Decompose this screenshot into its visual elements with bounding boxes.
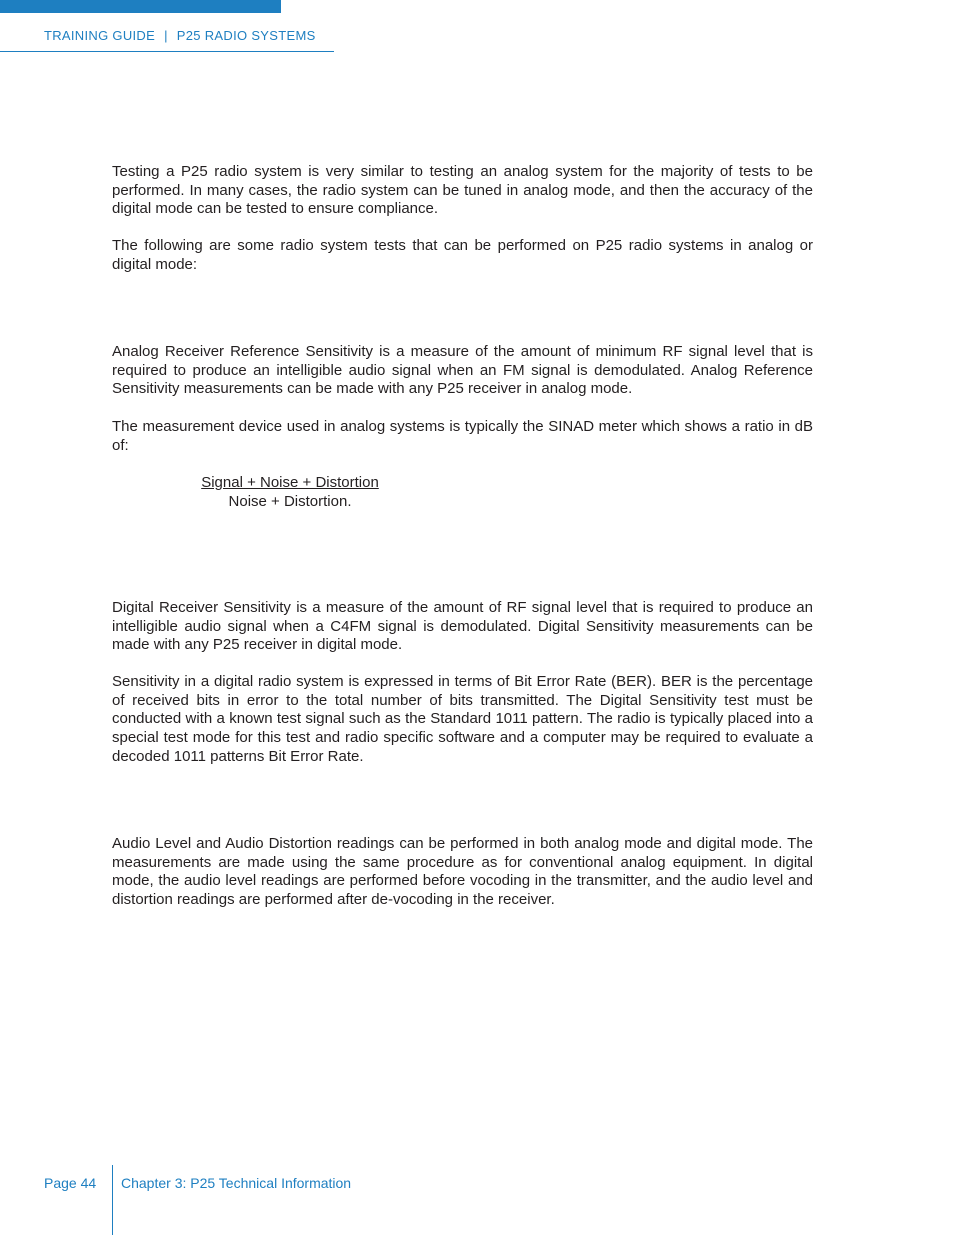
sinad-formula [197, 474, 383, 511]
formula-denominator: Noise + Distortion. [228, 492, 352, 510]
ber-paragraph: Sensitivity in a digital radio system is expressed in terms of Bit Error Rate (BER). BER is the percentage of received bits in error to the total number of bits transmitted. The Digital Sensitivity test must be conducted with a known test signal such as the Standard 1011 pattern. The radio is typically placed into a special test mode for this test and radio specific software and a computer may be required to evaluate a decoded 1011 patterns Bit Error Rate. [112, 673, 813, 765]
page-number: Page 44 [44, 1175, 97, 1191]
header-accent-bar [0, 0, 281, 13]
running-header [44, 28, 316, 43]
chapter-title: Chapter 3: P25 Technical Information [121, 1175, 352, 1191]
audio-level-paragraph: Audio Level and Audio Distortion readings can be performed in both analog mode and digital mode. The measurements are made using the same procedure as for conventional analog equipment. In digital mode, the audio level readings are performed before vocoding in the transmitter, and the audio level and distortion readings are performed after de-vocoding in the receiver. [112, 835, 813, 909]
digital-sensitivity-paragraph: Digital Receiver Sensitivity is a measure of the amount of RF signal level that is required to produce an intelligible audio signal when a C4FM signal is demodulated. Digital Sensitivity measurements can be made with any P25 receiver in digital mode. [112, 599, 813, 654]
sinad-paragraph: The measurement device used in analog systems is typically the SINAD meter which shows a ratio in dB of: [112, 418, 813, 454]
header-separator: | [164, 28, 168, 43]
intro-paragraph-2: The following are some radio system tests that can be performed on P25 radio systems in analog or digital mode: [112, 237, 813, 273]
header-rule [0, 51, 334, 52]
intro-paragraph-1: Testing a P25 radio system is very similar to testing an analog system for the majority of tests to be performed. In many cases, the radio system can be tuned in analog mode, and then the accuracy of the digital mode can be tested to ensure compliance. [112, 163, 813, 218]
header-guide-title: TRAINING GUIDE [44, 28, 156, 43]
header-section-title: P25 RADIO SYSTEMS [176, 28, 316, 43]
analog-sensitivity-paragraph: Analog Receiver Reference Sensitivity is a measure of the amount of minimum RF signal level that is required to produce an intelligible audio signal when an FM signal is demodulated. Analog Reference Sensitivity measurements can be made with any P25 receiver in analog mode. [112, 343, 813, 398]
formula-numerator: Signal + Noise + Distortion [201, 474, 379, 491]
footer-rule [112, 1165, 113, 1235]
